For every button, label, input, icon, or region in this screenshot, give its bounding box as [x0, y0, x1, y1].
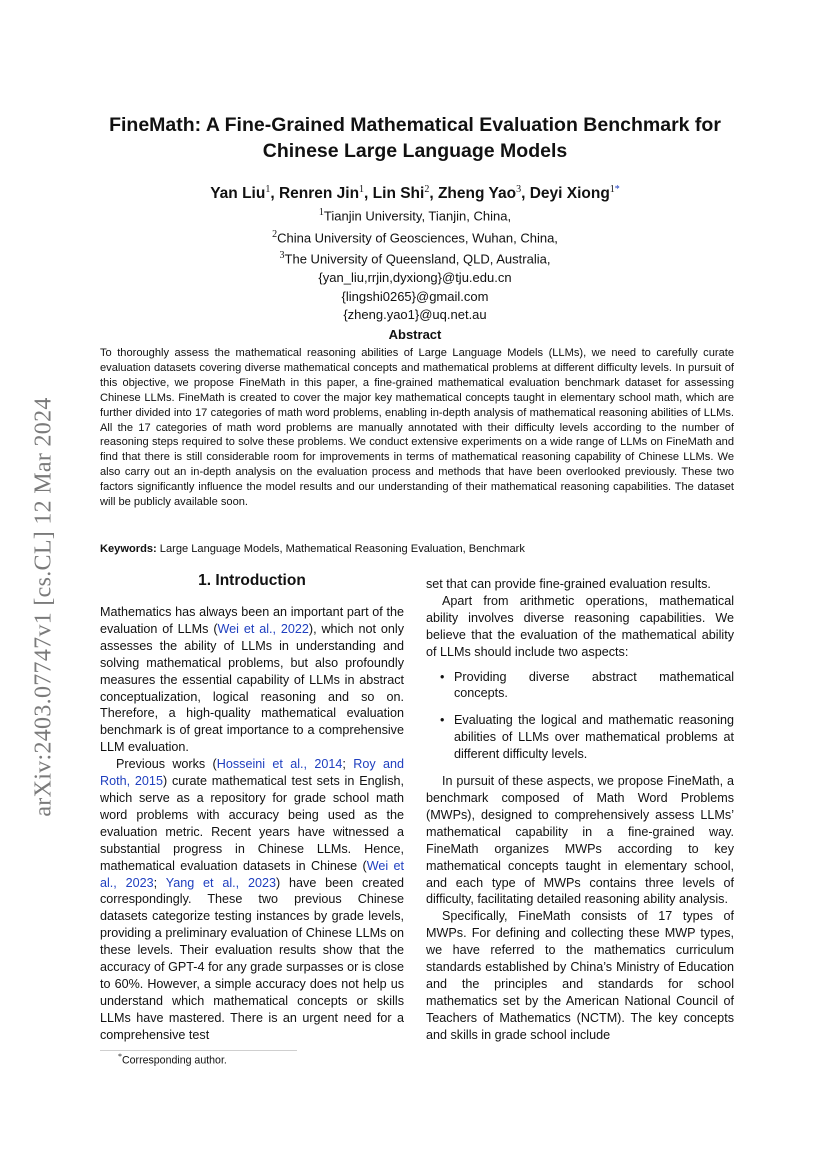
- section-heading-introduction: 1. Introduction: [198, 572, 306, 589]
- intro-paragraph-4: In pursuit of these aspects, we propose FineMath, a benchmark composed of Math Word Problems (MWPs), designed to comprehensively assess LLMs’ mathematical capability in a fine-grained way. FineMath organizes MWPs according to key mathematical concepts taught in elementary school, and each type of MWPs contains three levels of difficulty, facilitating detailed reasoning ability analysis.: [426, 774, 734, 907]
- aspect-list: [426, 669, 734, 764]
- affiliation-line: [100, 226, 730, 248]
- list-item-text: Evaluating the logical and mathematic reasoning abilities of LLMs over mathematical problems at different difficulty levels.: [454, 713, 734, 762]
- author-separator: ,: [521, 185, 530, 203]
- affiliation-text: Tianjin University, Tianjin, China,: [323, 208, 512, 224]
- intro-paragraph-3: Apart from arithmetic operations, mathematical ability involves diverse reasoning capabilities. We believe that the evaluation of the mathematical ability of LLMs should include two aspects:: [426, 593, 734, 659]
- author-separator: ,: [429, 185, 438, 203]
- paragraph-text: Previous works (: [116, 757, 217, 772]
- arxiv-sidebar: [24, 365, 64, 850]
- keywords-text: Large Language Models, Mathematical Reasoning Evaluation, Benchmark: [156, 543, 525, 555]
- intro-paragraph-5: Specifically, FineMath consists of 17 types of MWPs. For defining and collecting these MWP types, we have referred to the mathematics curriculum standards established by China’s Ministry of Education and the principles and standards for school mathematics set by the American National Council of Teachers of Mathematics (NCTM). The key concepts and skills in grade school include: [426, 909, 734, 1042]
- arxiv-identifier: arXiv:2403.07747v1 [cs.CL] 12 Mar 2024: [30, 397, 57, 817]
- affiliation-line: [100, 204, 730, 226]
- citation-separator: ;: [153, 875, 166, 890]
- footnote-mark: *: [118, 1052, 122, 1061]
- author-name: Lin Shi: [372, 185, 425, 203]
- author-affiliation-mark: 1: [359, 184, 365, 195]
- author-separator: ,: [270, 185, 279, 203]
- list-item-text: Providing diverse abstract mathematical concepts.: [454, 669, 734, 701]
- affiliation-mark: 3: [279, 250, 285, 262]
- list-item: [440, 669, 734, 703]
- left-column: [100, 604, 404, 1044]
- bullet-glyph: •: [440, 669, 445, 684]
- paragraph-text: ), which not only assesses the ability of LLMs in understanding and solving mathematical problems, but also profoundly measures the essential capability of LLMs in abstract conceptualization, logical reasoning and so on. Therefore, a high-quality mathematical evaluation benchmark is of great importance to a comprehensive LLM evaluation.: [100, 621, 405, 755]
- footnote: [118, 1052, 227, 1067]
- paragraph-text: ) curate mathematical test sets in English, which serve as a repository for grade school math word problems with accuracy being used as the evaluation metric. Recent years have witnessed a substantial progress in Chinese LLMs. Hence, mathematical evaluation datasets in Chinese (: [100, 774, 404, 873]
- citation-separator: ;: [342, 757, 354, 772]
- corresponding-author-mark: *: [614, 184, 620, 195]
- affiliation-text: The University of Queensland, QLD, Australia,: [284, 251, 551, 267]
- list-item: [440, 712, 734, 763]
- author-name: Yan Liu: [210, 185, 266, 203]
- affiliations: [100, 204, 730, 324]
- author-name: Deyi Xiong: [529, 185, 610, 203]
- author-affiliation-mark: 2: [424, 184, 430, 195]
- author-affiliation-mark: 1: [265, 184, 271, 195]
- intro-paragraph-continued: set that can provide fine-grained evaluation results.: [426, 577, 711, 591]
- keywords: [100, 543, 734, 555]
- affiliation-mark: 1: [318, 207, 324, 218]
- paragraph-text: ) have been created correspondingly. These two previous Chinese datasets categorize testing instances by grade levels, providing a preliminary evaluation of Chinese LLMs on these levels. Their evaluation results show that the accuracy of GPT-4 for any grade surpasses or is close to 60%. However, a simple accuracy does not help us understand which mathematical concepts or skills LLMs have mastered. There is an urgent need for a comprehensive test: [100, 875, 404, 1042]
- citation-link[interactable]: Wei et al., 2022: [217, 621, 309, 636]
- intro-paragraph-1: [100, 604, 404, 756]
- affiliation-mark: 2: [272, 228, 278, 240]
- author-name: Renren Jin: [278, 185, 360, 203]
- title-line-1: FineMath: A Fine-Grained Mathematical Evaluation Benchmark for: [109, 114, 721, 136]
- footnote-text: Corresponding author.: [122, 1054, 227, 1067]
- affiliation-line: [100, 247, 730, 269]
- citation-link[interactable]: Wei et al., 2023: [100, 858, 404, 890]
- bullet-glyph: •: [440, 713, 445, 728]
- author-name: Zheng Yao: [437, 185, 517, 203]
- citation-link[interactable]: Yang et al., 2023: [165, 875, 276, 890]
- author-separator: ,: [364, 185, 373, 203]
- citation-link[interactable]: Hosseini et al., 2014: [216, 757, 343, 772]
- title-line-2: Chinese Large Language Models: [262, 140, 568, 162]
- abstract-body: To thoroughly assess the mathematical reasoning abilities of Large Language Models (LLMs), we need to carefully curate evaluation datasets covering diverse mathematical concepts and mathematical problems at different difficulty levels. In pursuit of this objective, we propose FineMath in this paper, a fine-grained mathematical evaluation benchmark dataset for assessing Chinese LLMs. FineMath is created to cover the major key mathematical concepts taught in elementary school math, which are further divided into 17 categories of math word problems, enabling in-depth analysis of mathematical reasoning abilities of LLMs. All the 17 categories of math word problems are manually annotated with their difficulty levels according to the number of reasoning steps required to solve these problems. We conduct extensive experiments on a wide range of LLMs on FineMath and find that there is still considerable room for improvements in terms of mathematical reasoning capability of Chinese LLMs. We also carry out an in-depth analysis on the evaluation process and methods that have been overlooked previously. These two factors significantly influence the model results and our understanding of their mathematical reasoning capabilities. The dataset will be publicly available soon.: [100, 347, 734, 509]
- intro-paragraph-2: [100, 756, 404, 1043]
- author-list: [100, 184, 730, 203]
- footnote-divider: [100, 1050, 297, 1051]
- email-line: {zheng.yao1}@uq.net.au: [343, 307, 487, 323]
- email-line: {yan_liu,rrjin,dyxiong}@tju.edu.cn: [318, 270, 512, 286]
- paper-title: [90, 112, 740, 164]
- author-affiliation-mark: 1: [609, 184, 615, 195]
- citation-link[interactable]: Roy and Roth, 2015: [100, 757, 404, 789]
- paragraph-text: Mathematics has always been an important part of the evaluation of LLMs (: [100, 605, 404, 636]
- author-affiliation-mark: 3: [516, 184, 522, 195]
- abstract-heading: Abstract: [388, 327, 442, 342]
- affiliation-text: China University of Geosciences, Wuhan, China,: [277, 230, 558, 246]
- right-column: [426, 576, 734, 1044]
- email-line: {lingshi0265}@gmail.com: [341, 288, 489, 304]
- keywords-label: Keywords:: [100, 543, 157, 555]
